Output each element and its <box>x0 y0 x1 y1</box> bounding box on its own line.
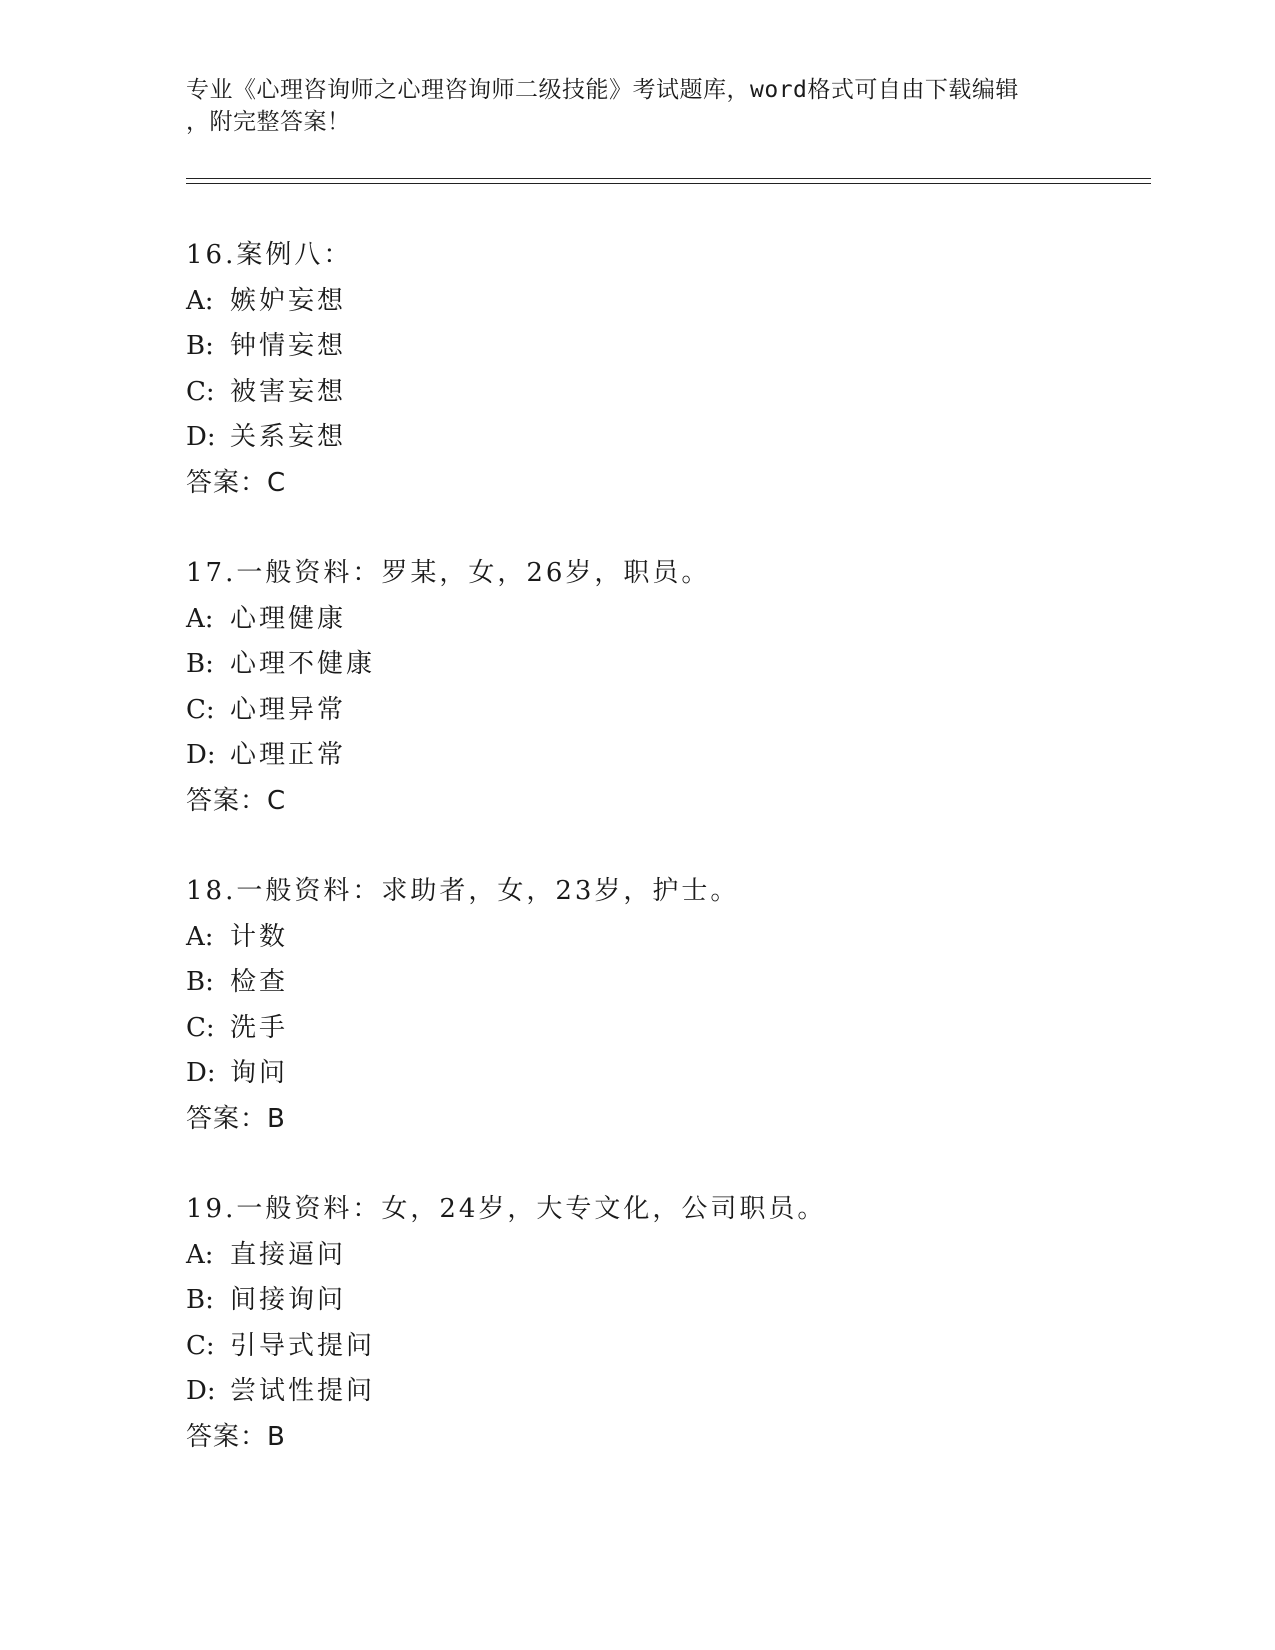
option-b <box>186 642 1136 688</box>
option-b <box>186 1278 1136 1324</box>
option-text: 被害妄想 <box>230 376 347 407</box>
option-label: B: <box>186 1285 214 1315</box>
option-text: 心理不健康 <box>230 649 376 679</box>
option-label: B: <box>186 967 214 997</box>
option-label: C: <box>186 1330 215 1361</box>
header-line-2: ，附完整答案！ <box>186 109 351 135</box>
option-label: B: <box>186 649 214 679</box>
option-c <box>186 1324 1136 1370</box>
option-a <box>186 915 1136 961</box>
option-label: C: <box>186 694 215 725</box>
option-text: 询问 <box>230 1058 289 1088</box>
answer-line: 答案：C <box>186 467 287 498</box>
option-label: A: <box>186 285 214 316</box>
document-header <box>186 74 1086 138</box>
question-16 <box>186 233 1136 506</box>
option-text: 心理异常 <box>230 694 347 725</box>
option-label: D: <box>186 1058 216 1088</box>
question-17 <box>186 551 1136 824</box>
question-stem: 18.一般资料：求助者，女，23岁，护士。 <box>186 876 740 906</box>
option-label: C: <box>186 1012 215 1043</box>
option-text: 心理正常 <box>230 740 347 770</box>
option-text: 引导式提问 <box>230 1330 376 1361</box>
option-text: 心理健康 <box>230 603 347 634</box>
header-line-1: 专业《心理咨询师之心理咨询师二级技能》考试题库，word格式可自由下载编辑 <box>186 77 1019 103</box>
option-label: B: <box>186 331 214 361</box>
option-label: D: <box>186 422 216 452</box>
option-label: A: <box>186 921 214 952</box>
option-text: 计数 <box>230 921 289 952</box>
option-text: 关系妄想 <box>230 422 347 452</box>
option-text: 间接询问 <box>230 1285 347 1315</box>
option-d <box>186 1369 1136 1415</box>
option-a <box>186 279 1136 325</box>
option-d <box>186 415 1136 461</box>
option-a <box>186 597 1136 643</box>
header-divider-bottom <box>186 183 1151 184</box>
option-text: 嫉妒妄想 <box>230 285 347 316</box>
option-d <box>186 1051 1136 1097</box>
answer-line: 答案：B <box>186 1421 286 1452</box>
question-stem: 17.一般资料：罗某，女，26岁，职员。 <box>186 558 711 588</box>
answer-line: 答案：C <box>186 785 287 816</box>
option-text: 钟情妄想 <box>230 331 347 361</box>
header-divider-top <box>186 178 1151 179</box>
question-stem: 19.一般资料：女，24岁，大专文化，公司职员。 <box>186 1194 827 1224</box>
option-b <box>186 324 1136 370</box>
question-stem: 16.案例八： <box>186 240 353 270</box>
option-text: 直接逼问 <box>230 1239 347 1270</box>
option-c <box>186 688 1136 734</box>
option-label: D: <box>186 1376 216 1406</box>
option-c <box>186 370 1136 416</box>
option-label: C: <box>186 376 215 407</box>
answer-line: 答案：B <box>186 1103 286 1134</box>
option-label: D: <box>186 740 216 770</box>
question-19 <box>186 1187 1136 1460</box>
option-b <box>186 960 1136 1006</box>
question-18 <box>186 869 1136 1142</box>
option-c <box>186 1006 1136 1052</box>
option-text: 检查 <box>230 967 289 997</box>
option-text: 洗手 <box>230 1012 289 1043</box>
option-label: A: <box>186 1239 214 1270</box>
option-text: 尝试性提问 <box>230 1376 376 1406</box>
option-a <box>186 1233 1136 1279</box>
option-label: A: <box>186 603 214 634</box>
option-d <box>186 733 1136 779</box>
